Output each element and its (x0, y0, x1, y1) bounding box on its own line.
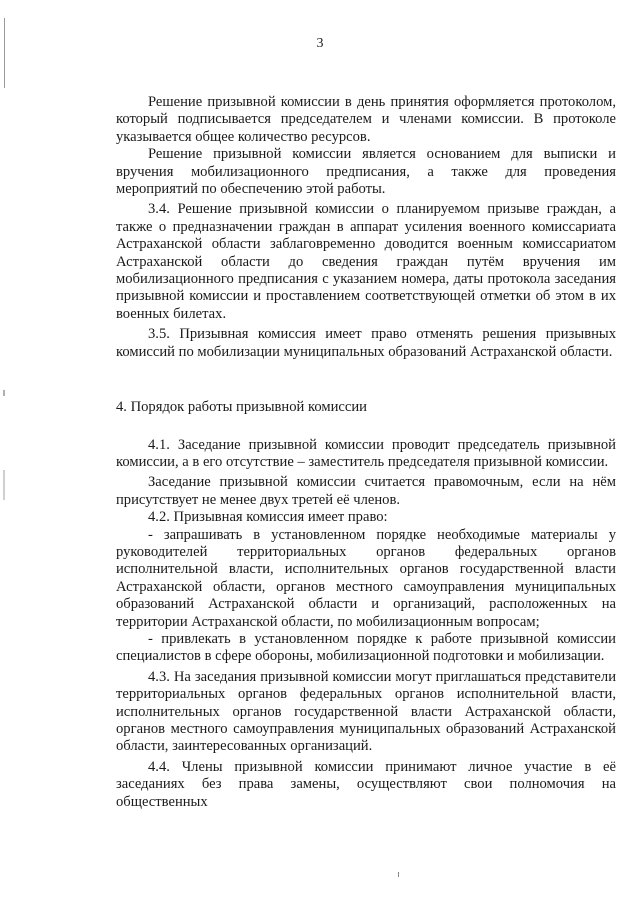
document-body (116, 94, 616, 811)
paragraph-4-4: 4.4. Члены призывной комиссии принимают личное участие в её заседаниях без права замены, осуществляют свои полномочия на общественных (116, 758, 616, 810)
paragraph-protocol: Решение призывной комиссии в день принятия оформляется протоколом, который подписывается председателем и членами комиссии. В протоколе указывается общее количество ресурсов. (116, 94, 616, 145)
page-number: 3 (316, 36, 324, 51)
paragraph-quorum: Заседание призывной комиссии считается правомочным, если на нём присутствует не менее двух третей её членов. (116, 474, 616, 508)
section-heading: 4. Порядок работы призывной комиссии (116, 399, 367, 416)
paragraph-4-1: 4.1. Заседание призывной комиссии проводит председатель призывной комиссии, а в его отсутствие – заместитель председателя призывной комиссии. (116, 436, 616, 470)
paragraph-involve-specialists: - привлекать в установленном порядке к работе призывной комиссии специалистов в сфере обороны, мобилизационной подготовки и мобилизации. (116, 630, 616, 665)
paragraph-request-materials: - запрашивать в установленном порядке необходимые материалы у руководителей территориальных органов федеральных органов исполнительной власти, исполнительных органов государственной власти Астраханской области, органов местного самоуправления муниципальных образований Астраханской области и организаций, расположенных на территории Астраханской области, по мобилизационным вопросам; (116, 526, 616, 630)
paragraph-3-4: 3.4. Решение призывной комиссии о планируемом призыве граждан, а также о предназначении граждан в аппарат усиления военного комиссариата Астраханской области заблаговременно доводится военным комиссариатом Астраханской области до сведения граждан путём вручения им мобилизационного предписания с указанием номера, даты протокола заседания призывной комиссии и проставлением соответствующей отметки об этом в их военных билетах. (116, 201, 616, 322)
scan-mark (3, 390, 5, 396)
paragraph-4-2: 4.2. Призывная комиссия имеет право: (148, 509, 388, 526)
paragraph-3-5: 3.5. Призывная комиссия имеет право отменять решения призывных комиссий по мобилизации муниципальных образований Астраханской области. (116, 326, 616, 360)
scan-mark (3, 470, 5, 500)
scan-edge-line (4, 18, 5, 88)
scan-mark (398, 872, 399, 877)
paragraph-4-3: 4.3. На заседания призывной комиссии могут приглашаться представители территориальных органов федеральных органов исполнительной власти, исполнительных органов государственной власти Астраханской области, органов местного самоуправления муниципальных образований Астраханской области, заинтересованных организаций. (116, 668, 616, 755)
paragraph-basis: Решение призывной комиссии является основанием для выписки и вручения мобилизационного предписания, а также для проведения мероприятий по обеспечению этой работы. (116, 146, 616, 198)
